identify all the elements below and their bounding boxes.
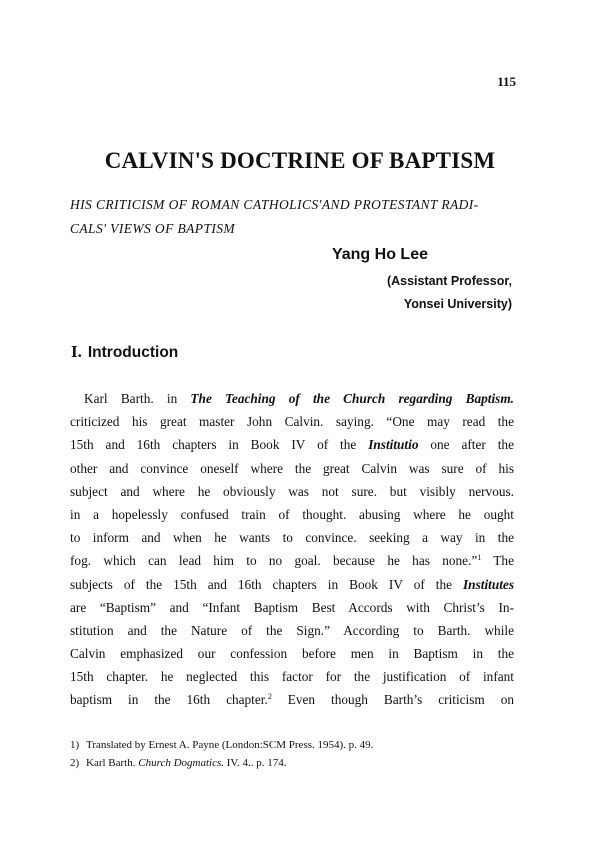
footnote-marker: 1 [477,553,482,563]
text-run: The [481,553,514,569]
footnote-text: Karl Barth. [86,757,139,769]
text-run: subjects of the 15th and 16th chapters in Book IV of the [70,576,463,592]
text-line [70,410,514,433]
text-run: Calvin emphasized our confession before men in Baptism in the [70,646,514,662]
paper-subtitle [70,193,520,241]
text-line [70,387,514,410]
paper-title: CALVIN'S DOCTRINE OF BAPTISM [104,148,496,173]
author-institution: Yonsei University) [403,297,512,311]
text-run: Karl Barth. in [84,391,191,406]
footnote-number: 2) [70,757,80,769]
subtitle-line: CALS' VIEWS OF BAPTISM [70,221,236,236]
text-line [70,526,514,549]
text-run: baptism in the 16th chapter. [70,692,268,708]
text-run: fog. which can lead him to no goal. because he has none.” [70,553,478,569]
text-line [70,433,514,456]
body-paragraph [70,387,514,712]
text-run: other and convince oneself where the great Calvin was sure of his [70,460,514,476]
author-position: (Assistant Professor, [386,274,512,288]
author-name: Yang Ho Lee [331,246,428,263]
text-run: 15th chapter. he neglected this factor for the justification of infant [70,669,514,685]
text-run: 15th and 16th chapters in Book IV of the [70,437,369,453]
text-line [70,503,514,526]
text-line [70,480,514,503]
text-run: are “Baptism” and “Infant Baptism Best Accords with Christ’s In- [70,599,514,615]
footnote [70,754,510,772]
text-run: to inform and when he wants to convince. seeking a way in the [70,530,514,546]
text-run: stitution and the Nature of the Sign.” According to Barth. while [70,622,514,638]
footnote-number: 1) [70,739,80,751]
text-line [70,642,514,665]
text-line [70,596,514,619]
footnote-marker: 2 [267,692,272,702]
text-run: Even though Barth’s criticism on [271,692,514,708]
text-line [70,619,514,642]
footnotes [70,736,510,772]
book-title: Church Dogmatics. [138,757,224,769]
footnote-text: Translated by Ernest A. Payne (London:SCM Press. 1954). p. 49. [86,739,374,751]
section-number: I. [71,342,82,361]
book-title: Institutes [463,576,514,592]
section-heading [71,342,178,362]
text-line [70,688,514,711]
text-line [70,549,514,572]
text-line [70,665,514,688]
subtitle-line: HIS CRITICISM OF ROMAN CATHOLICS'AND PROTESTANT RADI- [70,197,479,212]
text-run: subject and where he obviously was not sure. but visibly nervous. [70,483,514,499]
book-title: Institutio [368,437,419,453]
text-line [70,457,514,480]
footnote-text: IV. 4.. p. 174. [224,757,287,769]
text-run: one after the [418,437,514,453]
section-title: Introduction [87,344,179,361]
page-number: 115 [497,74,516,89]
footnote [70,736,510,754]
text-run: criticized his great master John Calvin. saying. “One may read the [70,414,514,430]
text-run: in a hopelessly confused train of thought. abusing where he ought [70,506,514,522]
book-title: The Teaching of the Church regarding Baptism. [190,391,514,406]
text-line [70,573,514,596]
